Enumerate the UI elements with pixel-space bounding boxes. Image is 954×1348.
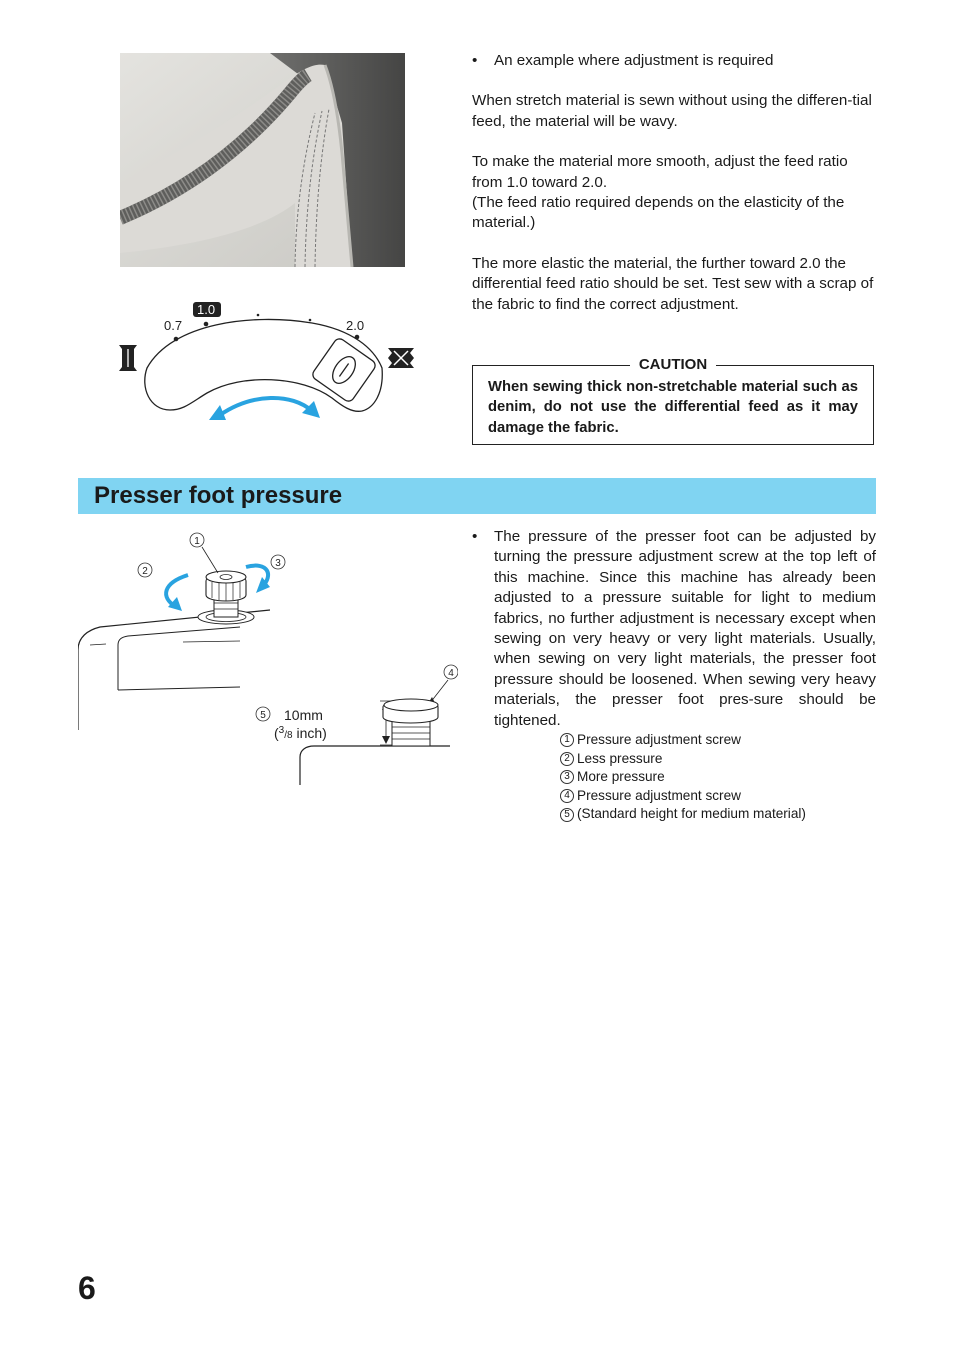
svg-text:4: 4 <box>448 668 454 679</box>
bullet-icon: • <box>472 52 478 69</box>
presser-foot-diagram <box>78 525 458 790</box>
top-text-column <box>472 51 876 315</box>
callout-2 <box>138 563 152 577</box>
legend-item: 4 Pressure adjustment screw <box>560 787 876 806</box>
svg-text:2: 2 <box>142 566 148 577</box>
height-inch-label: ($^3_{/8}$ inch) <box>274 725 327 741</box>
paragraph-adjust-ratio: To make the material more smooth, adjust the feed ratio from 1.0 toward 2.0. <box>472 153 848 191</box>
dial-label-selected: 1.0 <box>197 302 216 317</box>
callout-1 <box>190 533 204 547</box>
svg-text:5: 5 <box>260 710 266 721</box>
pressure-bullet: • The pressure of the presser foot can be adjusted by turning the pressure adjustment screw at the top left of this machine. Since this machine has already been adjusted to a pressure suitable for light to medium fabrics, no further adjustment is necessary except when sewing on very heavy or very light materials. Usually, when sewing on very light materials, the presser foot pressure should be loosened. When sewing very heavy materials, the presser foot pres-sure should be tightened. <box>472 527 876 731</box>
dial-label-high: 2.0 <box>346 318 365 333</box>
callout-4 <box>444 665 458 679</box>
caution-text: When sewing thick non-stretchable material such as denim, do not use the differential feed as it may damage the fabric. <box>488 379 858 436</box>
legend-item: 5 (Standard height for medium material) <box>560 805 876 824</box>
svg-text:1: 1 <box>194 536 200 547</box>
section-title: Presser foot pressure <box>94 482 343 509</box>
parts-legend <box>560 731 876 824</box>
gathered-fabric-icon <box>388 348 414 368</box>
stretch-fabric-icon <box>119 345 137 371</box>
differential-feed-dial <box>112 298 422 423</box>
page-number: 6 <box>78 1270 96 1306</box>
caution-title: CAUTION <box>630 356 716 373</box>
callout-3 <box>271 555 285 569</box>
paragraph-ratio-note: (The feed ratio required depends on the elasticity of the material.) <box>472 194 845 232</box>
fabric-photo <box>120 53 405 267</box>
legend-item: 1 Pressure adjustment screw <box>560 731 876 750</box>
legend-item: 2 Less pressure <box>560 750 876 769</box>
bullet-icon: • <box>472 528 478 545</box>
height-mm-label: 10mm <box>284 707 323 723</box>
example-bullet: • An example where adjustment is required <box>472 51 876 71</box>
paragraph-elastic-material: The more elastic the material, the further toward 2.0 the differential feed ratio should be set. Test sew with a scrap of the fabric to find the correct adjustment. <box>472 254 874 313</box>
legend-item: 3 More pressure <box>560 768 876 787</box>
pressure-text-column <box>472 527 876 731</box>
paragraph-stretch-wavy: When stretch material is sewn without using the differen-tial feed, the material will be wavy. <box>472 92 872 130</box>
svg-text:3: 3 <box>275 558 281 569</box>
dial-label-low: 0.7 <box>164 318 183 333</box>
section-header-bar <box>78 478 876 514</box>
caution-box <box>472 356 874 445</box>
callout-5 <box>256 707 270 721</box>
